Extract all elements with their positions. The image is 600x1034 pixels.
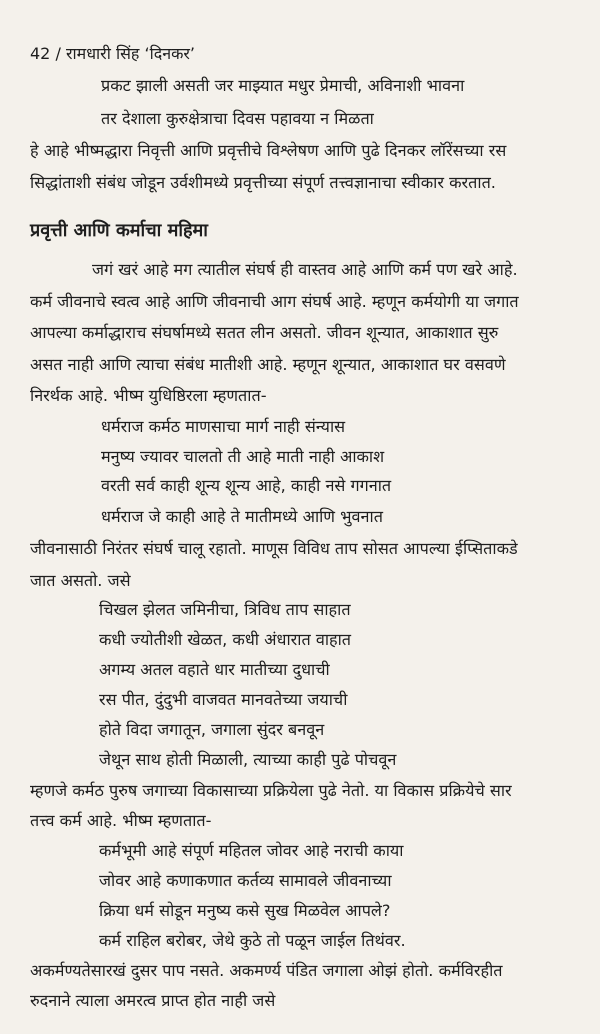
- verse-line: कधी ज्योतीशी खेळत, कधी अंधारात वाहात: [99, 630, 352, 649]
- paragraph-line: तत्त्व कर्म आहे. भीष्म म्हणतात-: [30, 811, 212, 830]
- verse-line: रस पीत, दुंदुभी वाजवत मानवतेच्या जयाची: [99, 690, 348, 709]
- verse-line: जोवर आहे कणाकणात कर्तव्य सामावले जीवनाच्या: [99, 871, 392, 890]
- verse-line: प्रकट झाली असती जर माझ्यात मधुर प्रेमाची, अविनाशी भावना: [101, 76, 465, 95]
- paragraph-line: आपल्या कर्माद्धाराच संघर्षामध्ये सतत लीन असतो. जीवन शून्यात, आकाशात सुरु: [30, 323, 499, 342]
- paragraph-line: असत नाही आणि त्याचा संबंध मातीशी आहे. म्हणून शून्यात, आकाशात घर वसवणे: [30, 355, 506, 374]
- verse-line: धर्मराज कर्मठ माणसाचा मार्ग नाही संन्यास: [101, 417, 346, 436]
- verse-line: चिखल झेलत जमिनीचा, त्रिविध ताप साहात: [99, 600, 351, 619]
- verse-line: अगम्य अतल वहाते धार मातीच्या दुधाची: [99, 660, 330, 679]
- verse-line: धर्मराज जे काही आहे ते मातीमध्ये आणि भुवनात: [101, 507, 383, 526]
- page-number: 42: [30, 44, 51, 63]
- header-separator: /: [55, 44, 61, 63]
- verse-line: वरती सर्व काही शून्य शून्य आहे, काही नसे गगनात: [101, 476, 392, 495]
- paragraph-line: अकर्मण्यतेसारखं दुसर पाप नसते. अकमर्ण्य पंडित जगाला ओझं होतो. कर्मविरहीत: [30, 961, 503, 980]
- paragraph-line: निरर्थक आहे. भीष्म युधिष्ठिरला म्हणतात-: [30, 386, 267, 405]
- paragraph-line: सिद्धांताशी संबंध जोडून उर्वशीमध्ये प्रवृत्तीच्या संपूर्ण तत्त्वज्ञानाचा स्वीकार करतात.: [30, 173, 496, 192]
- paragraph-line: कर्म जीवनाचे स्वत्व आहे आणि जीवनाची आग संघर्ष आहे. म्हणून कर्मयोगी या जगात: [30, 292, 519, 311]
- paragraph-line: म्हणजे कर्मठ पुरुष जगाच्या विकासाच्या प्रक्रियेला पुढे नेतो. या विकास प्रक्रियेचे सार: [30, 781, 512, 800]
- verse-line: होते विदा जगातून, जगाला सुंदर बनवून: [99, 720, 325, 739]
- verse-line: जेथून साथ होती मिळाली, त्याच्या काही पुढे पोचवून: [99, 750, 397, 769]
- paragraph-line: जगं खरं आहे मग त्यातील संघर्ष ही वास्तव आहे आणि कर्म पण खरे आहे.: [92, 260, 518, 279]
- running-title: रामधारी सिंह ‘दिनकर’: [65, 44, 196, 63]
- paragraph-line: रुदनाने त्याला अमरत्व प्राप्त होत नाही जसे: [30, 991, 276, 1010]
- paragraph-line: जीवनासाठी निरंतर संघर्ष चालू रहातो. माणूस विविध ताप सोसत आपल्या ईप्सिताकडे: [30, 539, 518, 558]
- paragraph-line: जात असतो. जसे: [30, 571, 131, 590]
- verse-line: कर्मभूमी आहे संपूर्ण महितल जोवर आहे नराची काया: [99, 841, 404, 860]
- page-header: [30, 42, 195, 64]
- section-heading: प्रवृत्ती आणि कर्माचा महिमा: [30, 220, 208, 241]
- paragraph-line: हे आहे भीष्मद्धारा निवृत्ती आणि प्रवृत्तीचे विश्लेषण आणि पुढे दिनकर लॉरेंसच्या रस: [30, 141, 507, 160]
- verse-line: तर देशाला कुरुक्षेत्राचा दिवस पहावया न मिळता: [101, 109, 374, 128]
- verse-line: क्रिया धर्म सोडून मनुष्य कसे सुख मिळवेल आपले?: [99, 901, 391, 920]
- verse-line: मनुष्य ज्यावर चालतो ती आहे माती नाही आकाश: [101, 447, 385, 466]
- verse-line: कर्म राहिल बरोबर, जेथे कुठे तो पळून जाईल तिथंवर.: [99, 931, 406, 950]
